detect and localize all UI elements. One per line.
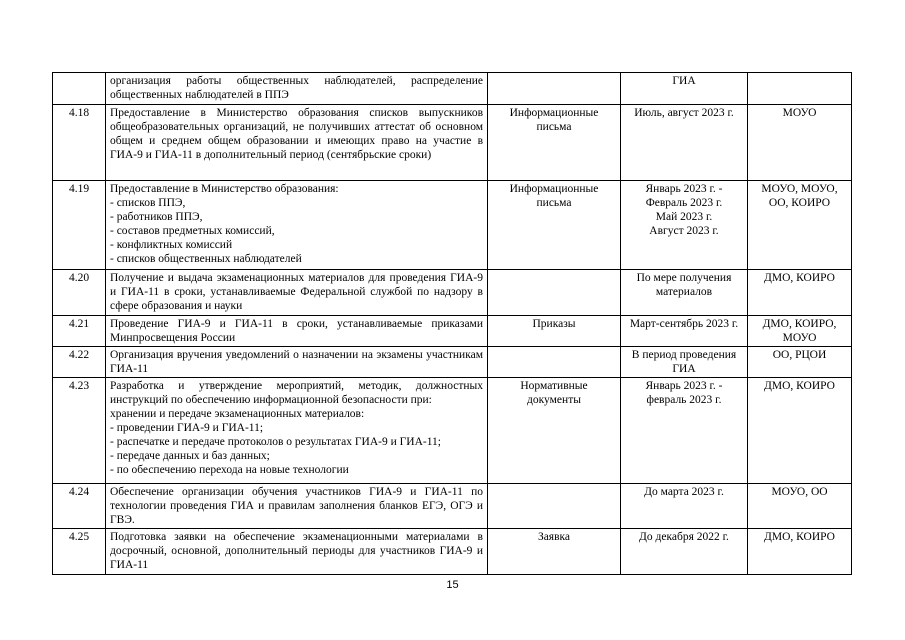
row-number: 4.18: [53, 105, 106, 181]
row-document-form: Приказы: [488, 316, 621, 347]
row-deadline-line: Январь 2023 г. -: [645, 183, 723, 195]
row-responsible: [748, 73, 852, 105]
row-description-item: - по обеспечению перехода на новые технологии: [110, 464, 349, 476]
row-description: организация работы общественных наблюдателей, распределение общественных наблюдателей в ППЭ: [106, 73, 488, 105]
row-deadline: Март-сентябрь 2023 г.: [621, 316, 748, 347]
row-document-form: [488, 347, 621, 378]
row-responsible: МОУО, МОУО, ОО, КОИРО: [748, 181, 852, 270]
row-deadline: В период проведения ГИА: [621, 347, 748, 378]
row-description-item: хранении и передаче экзаменационных материалов:: [110, 408, 365, 420]
table-row: [53, 484, 852, 529]
row-document-form: Заявка: [488, 529, 621, 575]
row-description: Подготовка заявки на обеспечение экзаменационными материалами в досрочный, основной, дополнительный периоды для участников ГИА-9 и ГИА-11: [106, 529, 488, 575]
table-row: [53, 73, 852, 105]
row-description: Обеспечение организации обучения участников ГИА-9 и ГИА-11 по технологии проведения ГИА и правилам заполнения бланков ЕГЭ, ОГЭ и ГВЭ.: [106, 484, 488, 529]
row-number: 4.20: [53, 270, 106, 316]
row-deadline-line: Август 2023 г.: [649, 225, 719, 237]
table-row: [53, 181, 852, 270]
row-description-item: - конфликтных комиссий: [110, 239, 233, 251]
row-document-form: [488, 73, 621, 105]
row-deadline: До декабря 2022 г.: [621, 529, 748, 575]
table-row: [53, 270, 852, 316]
row-responsible: МОУО, ОО: [748, 484, 852, 529]
row-responsible: ОО, РЦОИ: [748, 347, 852, 378]
row-deadline-line: Февраль 2023 г.: [645, 197, 723, 209]
row-description: Получение и выдача экзаменационных материалов для проведения ГИА-9 и ГИА-11 в сроки, устанавливаемые Федеральной службой по надзору в сфере образования и науки: [106, 270, 488, 316]
row-description-item: - списков ППЭ,: [110, 197, 186, 209]
row-description-lead: Разработка и утверждение мероприятий, методик, должностных инструкций по обеспечению информационной безопасности при:: [110, 380, 483, 406]
row-deadline: ГИА: [621, 73, 748, 105]
page-number: 15: [446, 579, 459, 591]
row-deadline: Январь 2023 г. - февраль 2023 г.: [621, 378, 748, 484]
row-description: Организация вручения уведомлений о назначении на экзамены участникам ГИА-11: [106, 347, 488, 378]
row-number: 4.25: [53, 529, 106, 575]
row-responsible: МОУО: [748, 105, 852, 181]
row-responsible: ДМО, КОИРО: [748, 270, 852, 316]
row-number: 4.21: [53, 316, 106, 347]
row-description: Предоставление в Министерство образования списков выпускников общеобразовательных организаций, не получивших аттестат об основном общем и среднем общем образовании и имеющих право на участие в ГИА-9 и ГИА-11 в дополнительный период (сентябрьские сроки): [106, 105, 488, 181]
row-responsible: ДМО, КОИРО: [748, 529, 852, 575]
row-number: 4.22: [53, 347, 106, 378]
row-document-form: [488, 484, 621, 529]
row-document-form: Информационные письма: [488, 105, 621, 181]
table-row: [53, 316, 852, 347]
row-description-item: - составов предметных комиссий,: [110, 225, 275, 237]
row-deadline: До марта 2023 г.: [621, 484, 748, 529]
row-description-item: - работников ППЭ,: [110, 211, 203, 223]
row-responsible: ДМО, КОИРО, МОУО: [748, 316, 852, 347]
row-deadline: Июль, август 2023 г.: [621, 105, 748, 181]
row-description: Проведение ГИА-9 и ГИА-11 в сроки, устанавливаемые приказами Минпросвещения России: [106, 316, 488, 347]
row-deadline: По мере получения материалов: [621, 270, 748, 316]
row-description: [106, 378, 488, 484]
row-description: [106, 181, 488, 270]
row-document-form: [488, 270, 621, 316]
table-row: [53, 105, 852, 181]
table-row: [53, 529, 852, 575]
row-number: 4.23: [53, 378, 106, 484]
row-description-item: - проведении ГИА-9 и ГИА-11;: [110, 422, 264, 434]
row-number: 4.24: [53, 484, 106, 529]
table-row: [53, 378, 852, 484]
table-row: [53, 347, 852, 378]
plan-table: [52, 72, 852, 575]
row-number: [53, 73, 106, 105]
row-description-item: - распечатке и передаче протоколов о результатах ГИА-9 и ГИА-11;: [110, 436, 441, 448]
row-deadline-line: Май 2023 г.: [655, 211, 713, 223]
row-description-item: - передаче данных и баз данных;: [110, 450, 270, 462]
row-document-form: Информационные письма: [488, 181, 621, 270]
row-number: 4.19: [53, 181, 106, 270]
row-description-lead: Предоставление в Министерство образования:: [110, 183, 339, 195]
row-document-form: Нормативные документы: [488, 378, 621, 484]
row-description-item: - списков общественных наблюдателей: [110, 253, 302, 265]
row-deadline: [621, 181, 748, 270]
row-responsible: ДМО, КОИРО: [748, 378, 852, 484]
